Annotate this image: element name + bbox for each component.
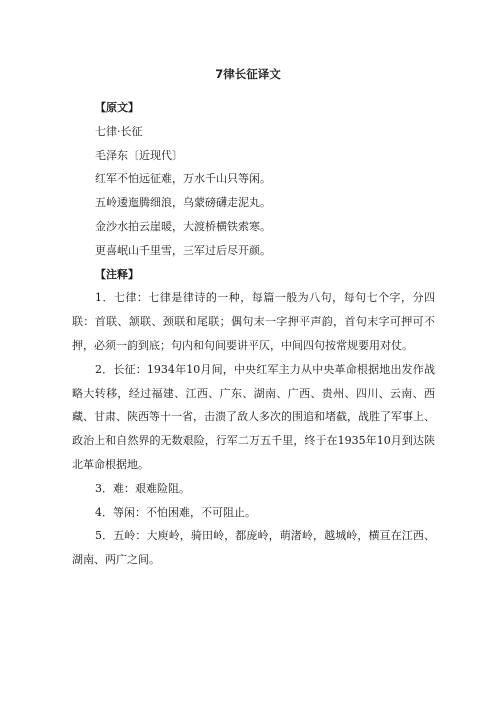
note-item-2: 2．长征：1934年10月间，中央红军主力从中央革命根据地出发作战略大转移，经过福建、江西、广东、湖南、广西、贵州、四川、云南、西藏、甘肃、陕西等十一省，击溃了敌人多次的围追和堵截，战胜了军事上、政治上和自然界的无数艰险，行军二万五千里，终于在1935年10月到达陕北革命根据地。: [72, 362, 435, 471]
original-heading: 【原文】: [95, 101, 139, 114]
note-item-4: 4．等闲：不怕困难，不可阻止。: [95, 505, 256, 519]
document-body: [72, 96, 435, 572]
poem-line-4: 更喜岷山千里雪，三军过后尽开颜。: [95, 243, 271, 257]
poem-line-2: 五岭逶迤腾细浪，乌蒙磅礴走泥丸。: [95, 196, 271, 210]
notes-heading: 【注释】: [95, 267, 139, 281]
note-item-3: 3．难：艰难险阻。: [95, 481, 190, 495]
poem-title: 七律·长征: [95, 124, 143, 138]
poem-line-3: 金沙水拍云崖暖，大渡桥横铁索寒。: [95, 219, 271, 233]
note-item-5: 5．五岭：大庾岭，骑田岭，都庞岭，萌渚岭，越城岭，横亘在江西、湖南、两广之间。: [72, 529, 435, 567]
document-title: 7律长征译文: [215, 67, 281, 81]
note-item-1: 1．七律：七律是律诗的一种，每篇一般为八句，每句七个字，分四联：首联、颔联、颈联和尾联；偶句末一字押平声韵，首句末字可押可不押，必须一韵到底；句内和句间要讲平仄，中间四句按常规要用对仗。: [72, 291, 435, 352]
notes-list: [72, 286, 435, 572]
poem-author: 毛泽东〔近现代〕: [95, 148, 183, 162]
poem-line-1: 红军不怕远征难，万水千山只等闲。: [95, 172, 271, 186]
